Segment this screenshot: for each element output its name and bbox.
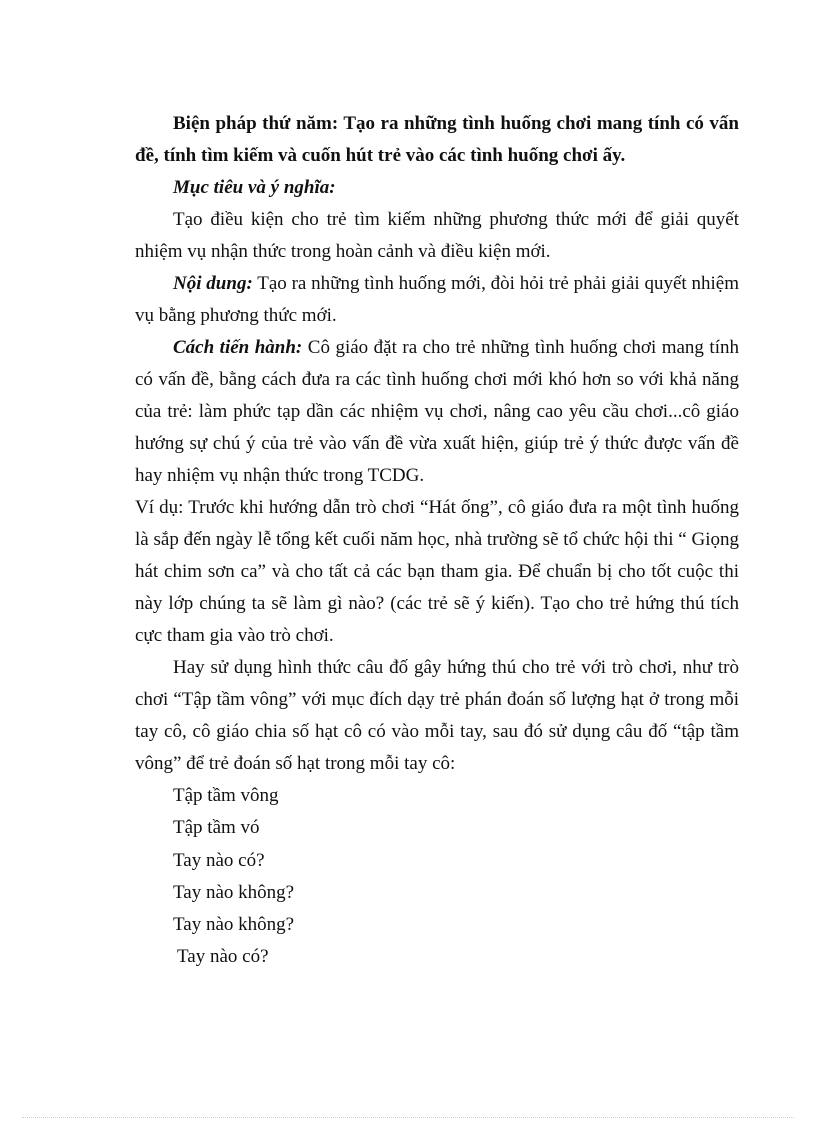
page-content <box>135 108 739 974</box>
example-paragraph: Ví dụ: Trước khi hướng dẫn trò chơi “Hát ống”, cô giáo đưa ra một tình huống là sắp đến ngày lễ tổng kết cuối năm học, nhà trường sẽ tổ chức hội thi “ Giọng hát chim sơn ca” và cho tất cả các bạn tham gia. Để chuẩn bị cho tốt cuộc thi này lớp chúng ta sẽ làm gì nào? (các trẻ sẽ ý kiến). Tạo cho trẻ hứng thú tích cực tham gia vào trò chơi. <box>135 497 739 646</box>
objective-label: Mục tiêu và ý nghĩa: <box>173 177 336 198</box>
procedure-paragraph <box>135 332 739 492</box>
procedure-text: Cô giáo đặt ra cho trẻ những tình huống chơi mang tính có vấn đề, bằng cách đưa ra các tình huống chơi mới khó hơn so với khả năng của trẻ: làm phức tạp dần các nhiệm vụ chơi, nâng cao yêu cầu chơi...cô giáo hướng sự chú ý của trẻ vào vấn đề vừa xuất hiện, giúp trẻ ý thức được vấn đề hay nhiệm vụ nhận thức trong TCDG. <box>135 337 739 486</box>
objective-label-paragraph <box>135 172 739 204</box>
poem-line: Tay nào không? <box>173 881 295 903</box>
poem-line: Tập tầm vó <box>173 817 260 839</box>
poem-line: Tay nào có? <box>177 946 269 968</box>
poem-line: Tay nào có? <box>173 849 265 871</box>
section-heading: Biện pháp thứ năm: Tạo ra những tình huống chơi mang tính có vấn đề, tính tìm kiếm và cuốn hút trẻ vào các tình huống chơi ấy. <box>135 113 739 166</box>
content-paragraph <box>135 268 739 332</box>
objective-text: Tạo điều kiện cho trẻ tìm kiếm những phương thức mới để giải quyết nhiệm vụ nhận thức trong hoàn cảnh và điều kiện mới. <box>135 209 739 262</box>
poem-line: Tập tầm vông <box>173 785 279 806</box>
poem-line: Tay nào không? <box>173 914 295 936</box>
procedure-label: Cách tiến hành: <box>173 337 303 358</box>
content-text: Tạo ra những tình huống mới, đòi hỏi trẻ phải giải quyết nhiệm vụ bằng phương thức mới. <box>135 273 739 326</box>
riddle-paragraph: Hay sử dụng hình thức câu đố gây hứng thú cho trẻ với trò chơi, như trò chơi “Tập tầm vông” với mục đích dạy trẻ phán đoán số lượng hạt ở trong mỗi tay cô, cô giáo chia số hạt cô có vào mỗi tay, sau đó sử dụng câu đố “tập tầm vông” để trẻ đoán số hạt trong mỗi tay cô: <box>135 657 739 774</box>
page-bottom-divider <box>22 1117 794 1118</box>
content-label: Nội dung: <box>173 273 253 294</box>
